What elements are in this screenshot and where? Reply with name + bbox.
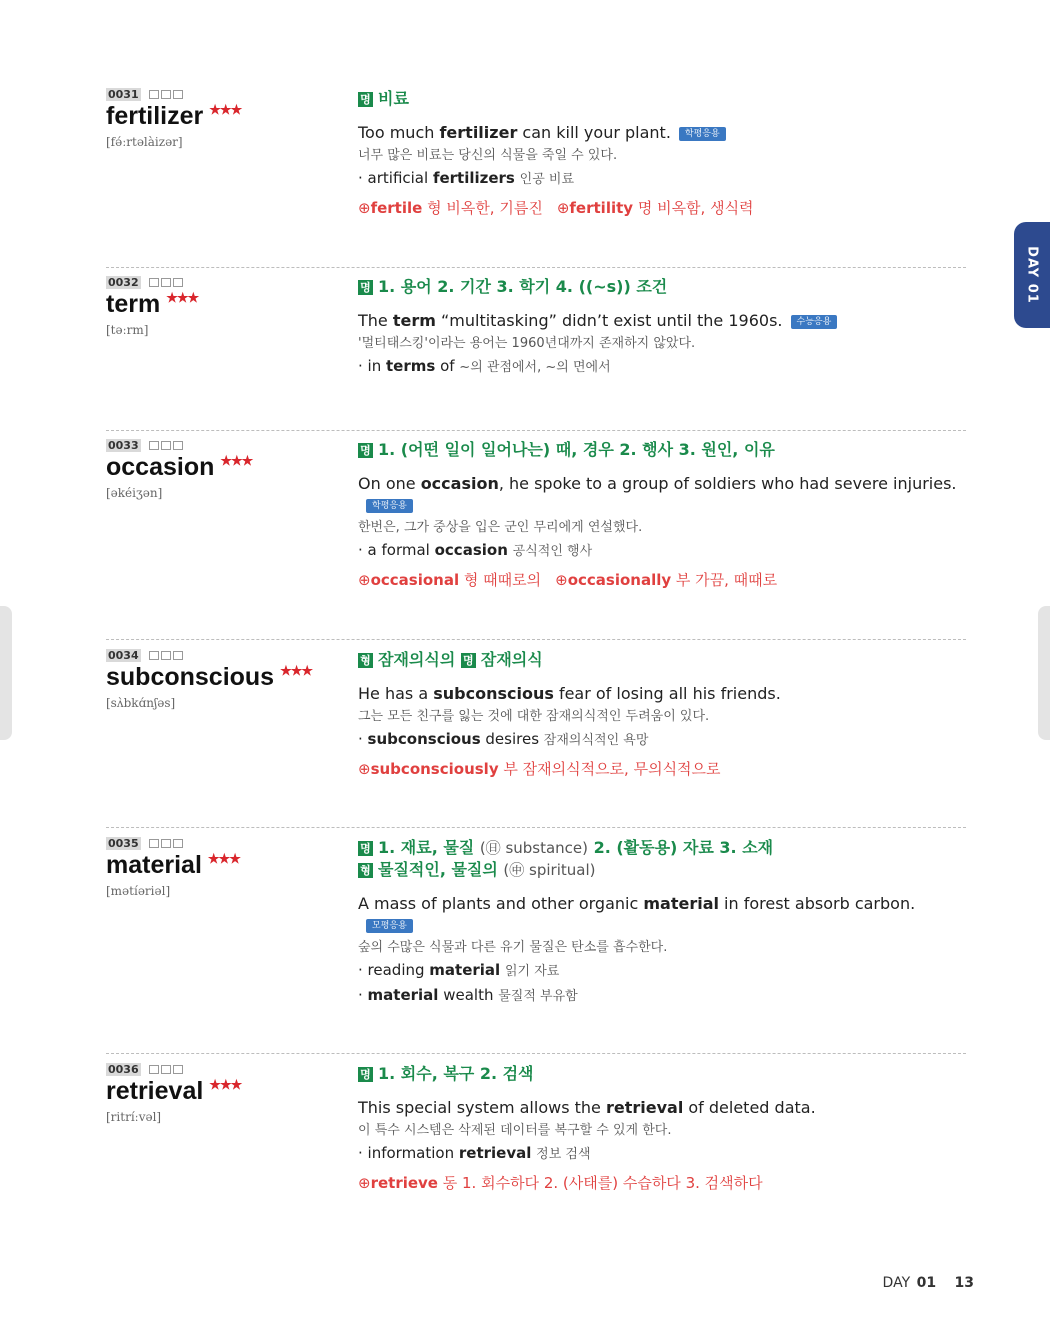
example-text: He has a xyxy=(358,684,434,703)
pronunciation: [fə́ːrtəlàizər] xyxy=(106,135,183,149)
meaning-line xyxy=(358,1063,963,1085)
derivative-word: subconsciously xyxy=(370,760,499,778)
derivative-meaning: 부 잠재의식적으로, 무의식적으로 xyxy=(498,760,721,778)
part-of-speech-tag: 명 xyxy=(358,92,373,107)
example-headword: retrieval xyxy=(605,1098,684,1117)
entry-head xyxy=(106,88,346,149)
example-translation: 이 특수 시스템은 삭제된 데이터를 복구할 수 있게 한다. xyxy=(358,1123,672,1138)
example-text: The xyxy=(358,311,393,330)
headword xyxy=(106,1076,346,1106)
example-text: can kill your plant. xyxy=(517,123,671,142)
entry-number: 0031 xyxy=(108,88,139,101)
derivative-word: fertility xyxy=(569,199,634,217)
part-of-speech-tag: 명 xyxy=(461,653,476,668)
derivatives xyxy=(358,198,963,218)
example-headword: occasion xyxy=(420,474,499,493)
collocation xyxy=(358,356,963,378)
review-checkbox[interactable] xyxy=(173,1065,183,1074)
headword-text: fertilizer xyxy=(106,102,204,130)
review-checkbox[interactable] xyxy=(161,651,171,660)
review-checkbox[interactable] xyxy=(161,441,171,450)
collocation-headword: subconscious xyxy=(367,730,481,748)
entry-body xyxy=(358,276,963,378)
collocation-headword: retrieval xyxy=(458,1144,532,1162)
derivative-icon: ⊕ xyxy=(556,199,570,217)
derivative-word: occasional xyxy=(370,571,460,589)
meaning-text: 2. (활동용) 자료 3. 소재 xyxy=(588,838,774,857)
review-checkbox[interactable] xyxy=(149,651,159,660)
entry-number-row xyxy=(106,439,346,452)
example-headword: material xyxy=(643,894,719,913)
derivative-icon: ⊕ xyxy=(358,760,371,778)
importance-stars: ★★★ xyxy=(220,453,253,468)
source-badge: 학평응용 xyxy=(679,127,726,141)
importance-stars: ★★★ xyxy=(280,663,313,678)
entry-number: 0034 xyxy=(108,649,139,662)
derivative-meaning: 형 때때로의 xyxy=(459,571,542,589)
source-badge: 모평응용 xyxy=(366,919,413,933)
review-checkbox[interactable] xyxy=(161,1065,171,1074)
review-checkbox[interactable] xyxy=(149,839,159,848)
part-of-speech-tag: 형 xyxy=(358,653,373,668)
derivative-meaning: 형 비옥한, 기름진 xyxy=(422,199,543,217)
entry-separator xyxy=(106,267,966,268)
source-badge: 학평응용 xyxy=(366,499,413,513)
page-number: 13 xyxy=(954,1275,974,1291)
example-headword: term xyxy=(392,311,436,330)
pronunciation: [əkéiʒən] xyxy=(106,486,163,500)
collocation-text: · in xyxy=(358,357,386,375)
collocation-text: · information xyxy=(358,1144,459,1162)
pronunciation: [sʌ̀bkɑ́nʃəs] xyxy=(106,696,176,710)
meaning-text: 1. 용어 2. 기간 3. 학기 4. ((~s)) 조건 xyxy=(378,277,668,296)
collocation-text: · artificial xyxy=(358,169,433,187)
collocation-headword: material xyxy=(429,961,501,979)
review-checkboxes xyxy=(149,90,183,99)
collocation xyxy=(358,540,963,562)
example-translation: 그는 모든 친구를 잃는 것에 대한 잠재의식적인 두려움이 있다. xyxy=(358,709,710,724)
collocation xyxy=(358,1143,963,1165)
review-checkbox[interactable] xyxy=(161,839,171,848)
meaning-text: 비료 xyxy=(378,89,409,108)
part-of-speech-tag: 명 xyxy=(358,280,373,295)
example-text: fear of losing all his friends. xyxy=(553,684,781,703)
review-checkbox[interactable] xyxy=(173,651,183,660)
derivative-meaning: 부 가끔, 때때로 xyxy=(671,571,778,589)
collocation-text: of xyxy=(435,357,460,375)
review-checkbox[interactable] xyxy=(161,278,171,287)
entry-body xyxy=(358,837,963,1007)
example-sentence xyxy=(358,893,963,935)
headword xyxy=(106,101,346,131)
example-sentence xyxy=(358,122,963,143)
collocation-headword: occasion xyxy=(434,541,508,559)
collocation-text: wealth xyxy=(438,986,499,1004)
entry-head xyxy=(106,1063,346,1124)
collocation-headword: material xyxy=(367,986,439,1004)
collocation xyxy=(358,168,963,190)
entry-separator xyxy=(106,430,966,431)
collocation-text: desires xyxy=(480,730,544,748)
entry-separator xyxy=(106,827,966,828)
importance-stars: ★★★ xyxy=(166,290,199,305)
entry-number: 0035 xyxy=(108,837,139,850)
review-checkbox[interactable] xyxy=(149,441,159,450)
entry-number: 0033 xyxy=(108,439,139,452)
meaning-text: 1. 재료, 물질 xyxy=(378,838,480,857)
example-headword: fertilizer xyxy=(439,123,518,142)
example-text: A mass of plants and other organic xyxy=(358,894,644,913)
example-translation: '멀티태스킹'이라는 용어는 1960년대까지 존재하지 않았다. xyxy=(358,336,696,351)
derivative-word: occasionally xyxy=(567,571,672,589)
entry-body xyxy=(358,439,963,590)
review-checkboxes xyxy=(149,1065,183,1074)
collocation xyxy=(358,960,963,982)
example-text: On one xyxy=(358,474,421,493)
source-badge: 수능응용 xyxy=(791,315,838,329)
headword-text: term xyxy=(106,290,161,318)
headword-text: retrieval xyxy=(106,1077,204,1105)
collocation-translation: ~의 관점에서, ~의 면에서 xyxy=(459,360,611,375)
derivatives xyxy=(358,570,963,590)
derivative-word: retrieve xyxy=(370,1174,438,1192)
derivative-meaning: 동 1. 회수하다 2. (사태를) 수습하다 3. 검색하다 xyxy=(437,1174,763,1192)
entry-number-row xyxy=(106,276,346,289)
example-sentence xyxy=(358,473,963,515)
entry-head xyxy=(106,649,346,710)
entry-body xyxy=(358,1063,963,1193)
example-sentence xyxy=(358,683,963,704)
example-translation: 한번은, 그가 중상을 입은 군인 무리에게 연설했다. xyxy=(358,520,643,535)
pronunciation: [təːrm] xyxy=(106,323,149,337)
headword-text: material xyxy=(106,851,202,879)
review-checkbox[interactable] xyxy=(149,90,159,99)
page-edge-right xyxy=(1038,606,1050,740)
meaning-line xyxy=(358,649,963,671)
example-text: in forest absorb carbon. xyxy=(718,894,916,913)
part-of-speech-tag: 명 xyxy=(358,1067,373,1082)
review-checkbox[interactable] xyxy=(173,278,183,287)
part-of-speech-tag: 명 xyxy=(358,841,373,856)
review-checkbox[interactable] xyxy=(149,278,159,287)
page-footer xyxy=(883,1275,974,1291)
entry-separator xyxy=(106,639,966,640)
collocation-translation: 잠재의식적인 욕망 xyxy=(543,733,649,748)
headword xyxy=(106,850,346,880)
collocation-translation: 물질적 부유함 xyxy=(498,989,578,1004)
meaning-synonym: (㊥ spiritual) xyxy=(503,861,596,879)
example-text: of deleted data. xyxy=(683,1098,816,1117)
entry-head xyxy=(106,276,346,337)
example-text: “multitasking” didn’t exist until the 1960s. xyxy=(435,311,783,330)
entry-separator xyxy=(106,1053,966,1054)
collocation-headword: fertilizers xyxy=(432,169,515,187)
collocation xyxy=(358,985,963,1007)
collocation-text: · xyxy=(358,986,368,1004)
meaning-line xyxy=(358,439,963,461)
review-checkbox[interactable] xyxy=(149,1065,159,1074)
meaning-synonym: (㊐ substance) xyxy=(479,839,589,857)
footer-day-num: 01 xyxy=(916,1275,937,1291)
part-of-speech-tag: 형 xyxy=(358,863,373,878)
entry-head xyxy=(106,837,346,898)
meaning-text: 잠재의식 xyxy=(480,650,543,669)
example-text: Too much xyxy=(358,123,440,142)
example-text: This special system allows the xyxy=(358,1098,606,1117)
entry-body xyxy=(358,649,963,779)
collocation-text: · a formal xyxy=(358,541,435,559)
importance-stars: ★★★ xyxy=(207,851,240,866)
collocation-translation: 정보 검색 xyxy=(536,1147,591,1162)
collocation-translation: 인공 비료 xyxy=(519,172,575,187)
meaning-line xyxy=(358,859,963,881)
derivative-meaning: 명 비옥함, 생식력 xyxy=(633,199,754,217)
headword-text: subconscious xyxy=(106,663,275,691)
entry-number-row xyxy=(106,837,346,850)
derivative-icon: ⊕ xyxy=(555,571,568,589)
collocation-text: · xyxy=(358,730,368,748)
example-translation: 숲의 수많은 식물과 다른 유기 물질은 탄소를 흡수한다. xyxy=(358,940,668,955)
example-translation: 너무 많은 비료는 당신의 식물을 죽일 수 있다. xyxy=(358,148,618,163)
meaning-text: 물질적인, 물질의 xyxy=(378,860,504,879)
derivatives xyxy=(358,759,963,779)
meaning-line xyxy=(358,276,963,298)
derivative-word: fertile xyxy=(370,199,423,217)
example-headword: subconscious xyxy=(433,684,554,703)
meaning-line xyxy=(358,88,963,110)
day-side-tab[interactable]: DAY 01 xyxy=(1014,222,1050,328)
entry-body xyxy=(358,88,963,218)
collocation-translation: 읽기 자료 xyxy=(504,964,560,979)
review-checkbox[interactable] xyxy=(173,839,183,848)
review-checkbox[interactable] xyxy=(173,90,183,99)
collocation-headword: terms xyxy=(385,357,436,375)
importance-stars: ★★★ xyxy=(209,102,242,117)
entry-number-row xyxy=(106,649,346,662)
meaning-text: 잠재의식의 xyxy=(378,650,456,669)
collocation xyxy=(358,729,963,751)
pronunciation: [mətíəriəl] xyxy=(106,884,171,898)
example-text: , he spoke to a group of soldiers who had severe injuries. xyxy=(498,474,957,493)
headword xyxy=(106,452,346,482)
page-edge-left xyxy=(0,606,12,740)
headword-text: occasion xyxy=(106,453,215,481)
entry-number: 0036 xyxy=(108,1063,139,1076)
entry-number-row xyxy=(106,1063,346,1076)
entry-number-row xyxy=(106,88,346,101)
collocation-translation: 공식적인 행사 xyxy=(512,544,593,559)
headword xyxy=(106,662,346,692)
footer-day: DAY xyxy=(882,1275,911,1291)
review-checkboxes xyxy=(149,651,183,660)
derivatives xyxy=(358,1173,963,1193)
review-checkboxes xyxy=(149,278,183,287)
meaning-line xyxy=(358,837,963,859)
derivative-icon: ⊕ xyxy=(358,1174,371,1192)
review-checkbox[interactable] xyxy=(161,90,171,99)
review-checkbox[interactable] xyxy=(173,441,183,450)
review-checkboxes xyxy=(149,839,183,848)
review-checkboxes xyxy=(149,441,183,450)
derivative-icon: ⊕ xyxy=(358,571,371,589)
derivative-icon: ⊕ xyxy=(358,199,371,217)
part-of-speech-tag: 명 xyxy=(358,443,373,458)
pronunciation: [ritríːvəl] xyxy=(106,1110,162,1124)
headword xyxy=(106,289,346,319)
meaning-text: 1. (어떤 일이 일어나는) 때, 경우 2. 행사 3. 원인, 이유 xyxy=(378,440,775,459)
meaning-text: 1. 회수, 복구 2. 검색 xyxy=(378,1064,534,1083)
importance-stars: ★★★ xyxy=(209,1077,242,1092)
collocation-text: · reading xyxy=(358,961,430,979)
example-sentence xyxy=(358,310,963,331)
entry-number: 0032 xyxy=(108,276,139,289)
entry-head xyxy=(106,439,346,500)
example-sentence xyxy=(358,1097,963,1118)
